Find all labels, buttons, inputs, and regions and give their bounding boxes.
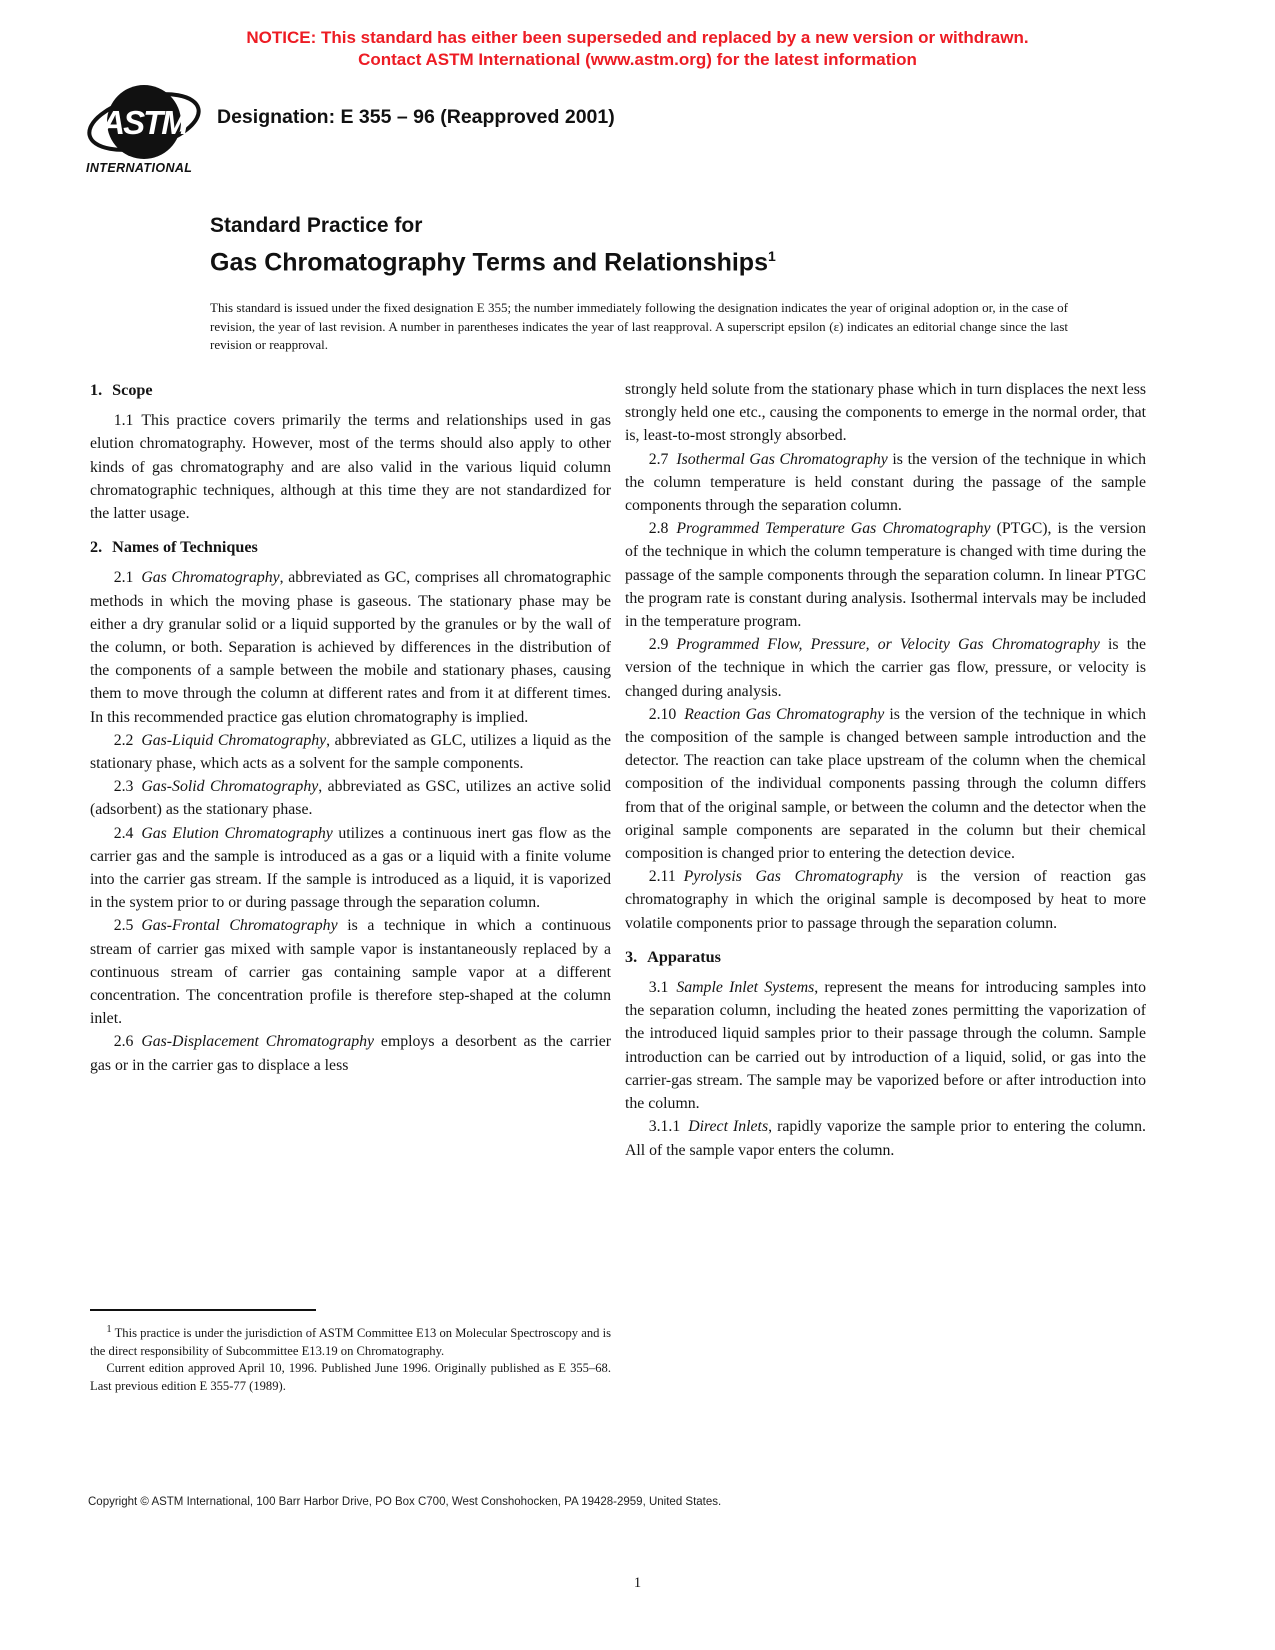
paragraph <box>90 822 611 915</box>
defined-term: Gas-Solid Chromatography <box>141 778 319 796</box>
right-column <box>625 378 1146 1396</box>
left-column-content <box>90 378 611 1077</box>
defined-term: Programmed Flow, Pressure, or Velocity Gas Chromatography <box>676 636 1100 654</box>
page-title <box>210 212 776 278</box>
paragraph-number: 1.1 <box>113 412 142 430</box>
defined-term: Reaction Gas Chromatography <box>684 705 885 723</box>
defined-term: Gas-Frontal Chromatography <box>141 917 338 935</box>
defined-term: Sample Inlet Systems <box>676 979 815 997</box>
paragraph-text: utilizes a continuous inert gas flow as the carrier gas and the sample is introduced as a gas or a liquid with a finite volume into the carrier gas stream. If the sample is introduced as a liquid, it is vaporized in the system prior to or during passage through the separation column. <box>90 824 611 912</box>
astm-logo-icon <box>86 80 208 164</box>
paragraph-text: is the version of the technique in which the carrier gas flow, pressure, or velocity is changed during analysis. <box>625 636 1147 700</box>
footnote-marker: 1 <box>106 1323 112 1335</box>
paragraph <box>90 566 611 728</box>
paragraph-number: 3.1 <box>648 979 677 997</box>
paragraph-number: 2.11 <box>648 868 684 886</box>
title-line-2 <box>210 240 776 278</box>
paragraph <box>90 409 611 525</box>
paragraph-number: 2.2 <box>113 731 142 749</box>
section-title: Apparatus <box>647 947 721 966</box>
paragraph-text: , rapidly vaporize the sample prior to entering the column. All of the sample vapor enters the column. <box>625 1118 1146 1159</box>
section-heading <box>90 536 611 559</box>
designation-text: Designation: E 355 – 96 (Reapproved 2001) <box>217 106 615 128</box>
section-heading <box>625 946 1146 969</box>
footnote <box>90 1309 611 1396</box>
paragraph-text: is the version of the technique in which the composition of the sample is changed between sample introduction and the detector. The reaction can take place upstream of the column when the chemical composition of the individual components passing through the column differs from that of the original sample, or between the column and the detector when the original sample components are separated in the column but their chemical composition is changed prior to entering the detection device. <box>625 705 1146 863</box>
defined-term: Isothermal Gas Chromatography <box>676 450 888 468</box>
defined-term: Pyrolysis Gas Chromatography <box>683 868 903 886</box>
paragraph-number: 2.1 <box>113 569 142 587</box>
footnote-edition: Current edition approved April 10, 1996. Published June 1996. Originally published as E 355–68. Last previous edition E 355-77 (1989). <box>90 1361 611 1394</box>
paragraph-text: strongly held solute from the stationary phase which in turn displaces the next less strongly held one etc., causing the components to emerge in the normal order, that is, least-to-most strongly absorbed. <box>625 381 1146 445</box>
paragraph <box>90 775 611 821</box>
defined-term: Direct Inlets <box>688 1118 769 1136</box>
paragraph <box>90 914 611 1030</box>
paragraph <box>625 865 1146 935</box>
astm-logo <box>86 80 212 175</box>
paragraph-number: 2.6 <box>113 1033 142 1051</box>
paragraph-text: , abbreviated as GLC, utilizes a liquid as the stationary phase, which acts as a solvent for the sample components. <box>90 731 611 773</box>
paragraph-number: 2.3 <box>113 778 142 796</box>
paragraph-text: , represent the means for introducing samples into the separation column, including the heated zones permitting the vaporization of the introduced liquid samples prior to their passage through the column. Sample introduction can be carried out by introduction of a liquid, solid, or gas into the carrier-gas stream. The sample may be vaporized before or after introduction into the column. <box>625 979 1146 1113</box>
body-columns <box>90 378 1146 1396</box>
paragraph-text: is a technique in which a continuous stream of carrier gas mixed with sample vapor is instantaneously replaced by a continuous stream of carrier gas containing sample vapor at a different concentration. The concentration profile is therefore step-shaped at the column inlet. <box>90 917 611 1028</box>
paragraph <box>90 1030 611 1076</box>
defined-term: Programmed Temperature Gas Chromatography <box>676 520 991 538</box>
paragraph <box>625 703 1146 865</box>
section-number: 2. <box>90 538 103 557</box>
paragraph-number: 2.7 <box>648 450 677 468</box>
paragraph-number: 2.5 <box>113 917 142 935</box>
paragraph-number: 3.1.1 <box>648 1118 689 1136</box>
defined-term: Gas-Liquid Chromatography <box>141 731 327 749</box>
paragraph-text: This practice covers primarily the terms and relationships used in gas elution chromatography. However, most of the terms should also apply to other kinds of gas chromatography and are also valid in the various liquid column chromatographic techniques, although at this time they are not standardized for the latter usage. <box>90 412 611 523</box>
section-title: Names of Techniques <box>112 538 258 557</box>
paragraph <box>625 633 1146 703</box>
paragraph-text: , abbreviated as GC, comprises all chromatographic methods in which the moving phase is gaseous. The stationary phase may be either a dry granular solid or a liquid supported by the granules or by the wall of the column, or both. Separation is achieved by differences in the distribution of the components of a sample between the mobile and stationary phases, causing them to move through the column at different rates and from it at different times. In this recommended practice gas elution chromatography is implied. <box>90 569 611 726</box>
paragraph-text: is the version of reaction gas chromatography in which the original sample is decomposed by heat to more volatile components prior to passage through the separation column. <box>625 868 1146 932</box>
notice-line-1: NOTICE: This standard has either been superseded and replaced by a new version or withdrawn. <box>246 28 1029 47</box>
paragraph <box>625 448 1146 518</box>
section-number: 3. <box>625 947 638 966</box>
title-main-text: Gas Chromatography Terms and Relationships <box>210 248 768 277</box>
notice-line-2: Contact ASTM International (www.astm.org) for the latest information <box>358 50 917 69</box>
footnote-divider <box>90 1309 316 1311</box>
logo-international-label: INTERNATIONAL <box>86 161 193 175</box>
paragraph <box>625 1115 1146 1161</box>
defined-term: Gas Elution Chromatography <box>141 824 333 842</box>
title-line-1: Standard Practice for <box>210 214 423 237</box>
defined-term: Gas Chromatography <box>141 569 280 587</box>
footnote-jurisdiction-text: This practice is under the jurisdiction of ASTM Committee E13 on Molecular Spectroscopy and is the direct responsibility of Subcommittee E13.19 on Chromatography. <box>90 1325 611 1358</box>
paragraph <box>90 729 611 775</box>
notice-banner <box>0 27 1275 71</box>
title-superscript: 1 <box>767 248 776 264</box>
astm-monogram: ASTM <box>101 104 187 141</box>
left-column <box>90 378 611 1396</box>
copyright-text: Copyright © ASTM International, 100 Barr Harbor Drive, PO Box C700, West Conshohocken, PA 19428-2959, United States. <box>88 1496 722 1508</box>
paragraph-text: (PTGC), is the version of the technique in which the column temperature is changed with time during the passage of the sample components through the separation column. In linear PTGC the program rate is constant during analysis. Isothermal intervals may be included in the temperature program. <box>625 520 1146 631</box>
page-number: 1 <box>633 1575 642 1591</box>
section-title: Scope <box>112 381 153 399</box>
standard-preamble: This standard is issued under the fixed designation E 355; the number immediately following the designation indicates the year of original adoption or, in the case of revision, the year of last revision. A number in parentheses indicates the year of last reapproval. A superscript epsilon (ε) indicates an editorial change since the last revision or reapproval. <box>210 300 1068 353</box>
section-heading <box>90 379 611 402</box>
paragraph <box>625 976 1146 1115</box>
footnote-jurisdiction <box>90 1321 611 1361</box>
paragraph-number: 2.8 <box>648 520 677 538</box>
section-number: 1. <box>90 381 103 399</box>
paragraph-number: 2.4 <box>113 824 142 842</box>
paragraph <box>625 517 1146 633</box>
paragraph-text: , abbreviated as GSC, utilizes an active solid (adsorbent) as the stationary phase. <box>90 778 611 819</box>
paragraph <box>625 378 1146 448</box>
paragraph-number: 2.9 <box>648 636 677 654</box>
paragraph-text: employs a desorbent as the carrier gas or in the carrier gas to displace a less <box>90 1033 611 1074</box>
paragraph-text: is the version of the technique in which the column temperature is held constant during the passage of the sample components through the separation column. <box>625 450 1146 515</box>
defined-term: Gas-Displacement Chromatography <box>141 1033 375 1051</box>
paragraph-number: 2.10 <box>648 705 685 723</box>
